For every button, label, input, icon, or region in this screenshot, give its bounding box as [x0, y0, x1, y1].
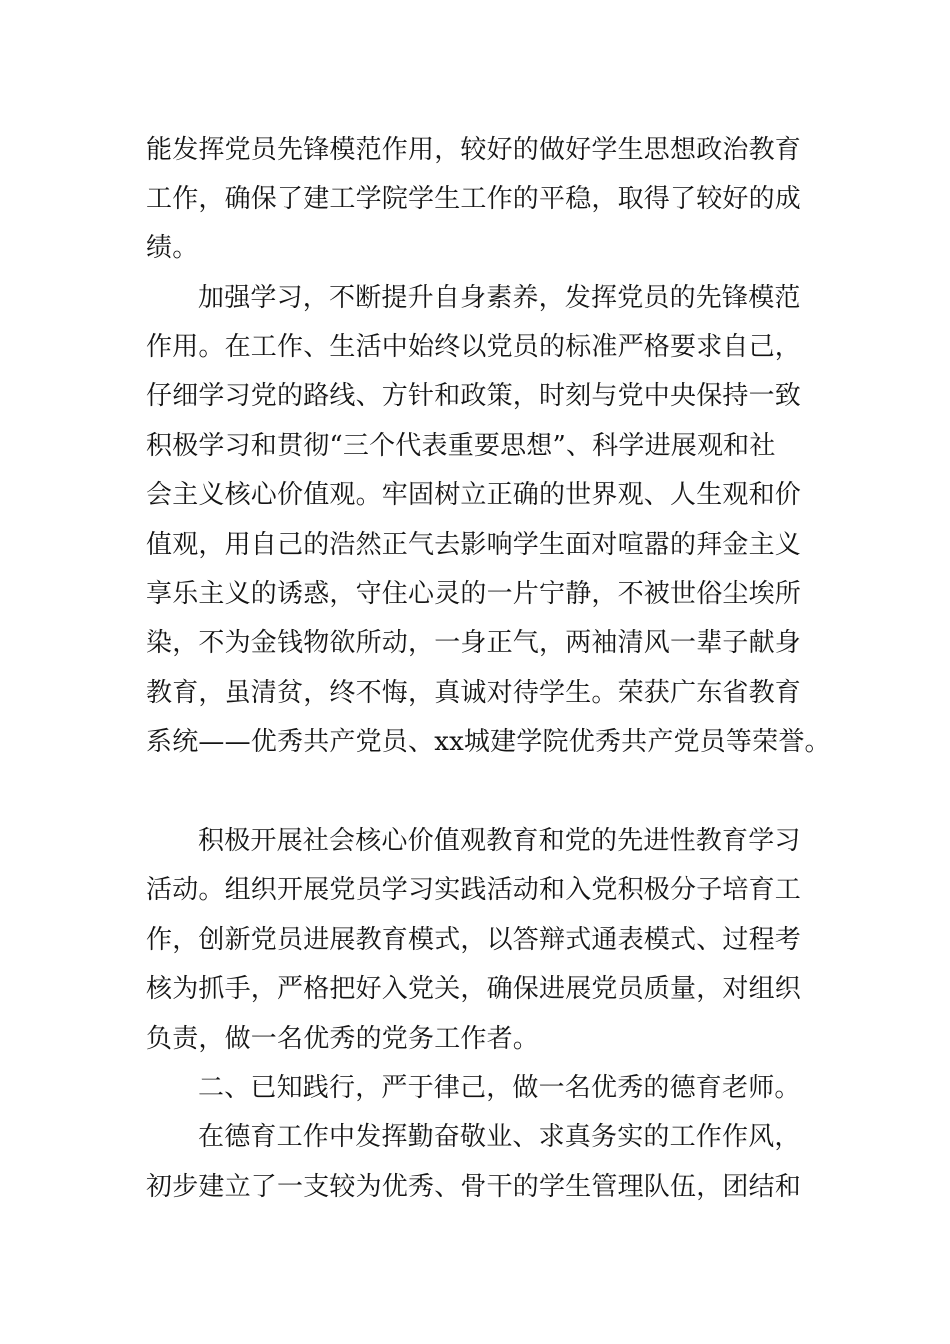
section-heading: 二、已知践行，严于律己，做一名优秀的德育老师。 [198, 1073, 801, 1103]
text-line: 作用。在工作、生活中始终以党员的标准严格要求自己， [146, 332, 802, 362]
text-line: 负责，做一名优秀的党务工作者。 [146, 1024, 540, 1054]
text-line: 享乐主义的诱惑，守住心灵的一片宁静，不被世俗尘埃所 [146, 579, 802, 609]
text-line: 核为抓手，严格把好入党关，确保进展党员质量，对组织 [146, 974, 802, 1004]
text-line: 作，创新党员进展教育模式，以答辩式通表模式、过程考 [146, 925, 802, 955]
text-line: 初步建立了一支较为优秀、骨干的学生管理队伍，团结和 [146, 1172, 802, 1202]
text-line: 值观，用自己的浩然正气去影响学生面对喧嚣的拜金主义 [146, 530, 802, 560]
text-line: 积极学习和贯彻“三个代表重要思想”、科学进展观和社 [146, 431, 776, 461]
text-line: 仔细学习党的路线、方针和政策，时刻与党中央保持一致 [146, 381, 802, 411]
paragraph-first-line: 积极开展社会核心价值观教育和党的先进性教育学习 [198, 826, 801, 856]
text-line: 染，不为金钱物欲所动，一身正气，两袖清风一辈子献身 [146, 628, 802, 658]
text-line: 工作，确保了建工学院学生工作的平稳，取得了较好的成 [146, 184, 802, 214]
text-line: 能发挥党员先锋模范作用，较好的做好学生思想政治教育 [146, 135, 802, 165]
text-line: 系统——优秀共产党员、xx城建学院优秀共产党员等荣誉。 [146, 727, 831, 757]
paragraph-first-line: 加强学习，不断提升自身素养，发挥党员的先锋模范 [198, 283, 801, 313]
text-line: 教育，虽清贫，终不悔，真诚对待学生。荣获广东省教育 [146, 678, 802, 708]
paragraph-first-line: 在德育工作中发挥勤奋敬业、求真务实的工作作风， [198, 1122, 801, 1152]
text-line: 绩。 [146, 233, 199, 263]
text-line: 活动。组织开展党员学习实践活动和入党积极分子培育工 [146, 875, 802, 905]
text-line: 会主义核心价值观。牢固树立正确的世界观、人生观和价 [146, 480, 802, 510]
